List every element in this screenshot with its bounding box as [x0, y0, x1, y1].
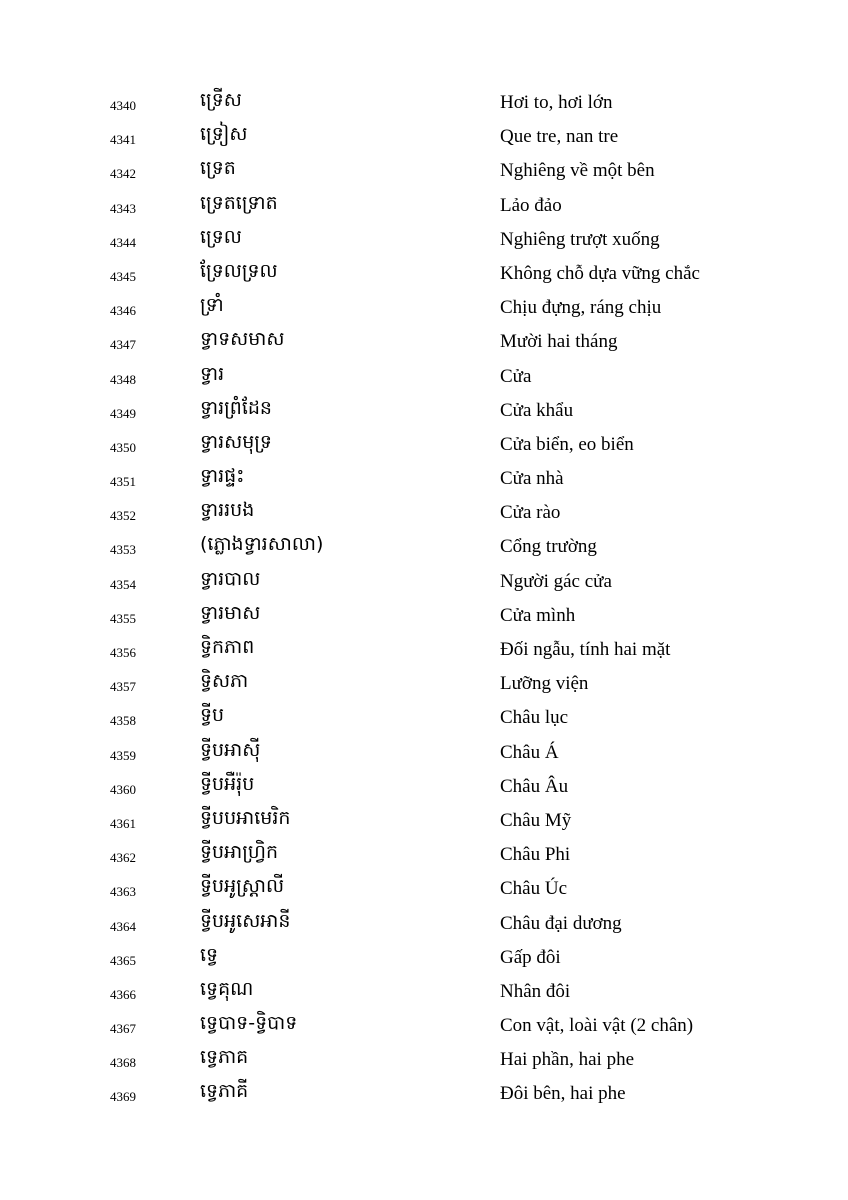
entry-row [0, 120, 848, 154]
khmer-term: ទ្រើស [200, 89, 242, 111]
khmer-term: ទ្វេភាគី [200, 1080, 249, 1103]
entry-number: 4360 [110, 781, 136, 797]
vietnamese-translation: Người gác cửa [500, 570, 612, 592]
entry-row [0, 154, 848, 188]
entry-number: 4355 [110, 610, 136, 626]
entry-number: 4367 [110, 1021, 136, 1037]
vietnamese-translation: Gấp đôi [500, 946, 561, 968]
khmer-term: ទ្រៀស [200, 123, 248, 146]
khmer-term: ទ្វារបាល [200, 567, 261, 590]
entry-number: 4359 [110, 747, 136, 763]
vietnamese-translation: Hai phần, hai phe [500, 1049, 635, 1071]
khmer-term: ទ្រេត [200, 157, 236, 180]
vietnamese-translation: Chịu đựng, ráng chịu [500, 297, 662, 319]
entry-number: 4369 [110, 1089, 136, 1105]
entry-row [0, 907, 848, 941]
entry-number: 4341 [110, 132, 136, 148]
entry-number: 4349 [110, 405, 136, 421]
entry-number: 4356 [110, 645, 136, 660]
khmer-term: ទ្វីប [200, 704, 225, 727]
vietnamese-translation: Cửa khẩu [500, 399, 574, 421]
khmer-term: ទ្វីបអូសេអានី [200, 909, 291, 932]
entry-number: 4340 [110, 98, 136, 113]
vietnamese-translation: Châu Phi [500, 844, 571, 866]
entry-row [0, 736, 848, 770]
khmer-term: ទ្រេល [200, 225, 242, 248]
vietnamese-translation: Đối ngẫu, tính hai mặt [500, 639, 671, 660]
entry-number: 4343 [110, 200, 136, 216]
vietnamese-translation: Châu Mỹ [500, 809, 572, 831]
khmer-term: (ភ្លោងទ្វារសាលា) [200, 533, 324, 556]
entry-row [0, 428, 848, 462]
entry-number: 4347 [110, 337, 136, 353]
entry-row [0, 530, 848, 564]
khmer-term: ទ្វារព្រំដែន [200, 396, 272, 419]
entry-row [0, 394, 848, 428]
khmer-term: ទ្រែលទ្រល [200, 259, 278, 282]
khmer-term: ទ្វារផ្ទះ [200, 465, 245, 488]
entry-number: 4352 [110, 508, 136, 524]
entry-number: 4366 [110, 986, 136, 1002]
vietnamese-translation: Châu Âu [500, 775, 569, 797]
entry-row [0, 325, 848, 359]
vietnamese-translation: Nghiêng trượt xuống [500, 228, 660, 250]
khmer-term: ទ្វីបអាស៊ី [200, 738, 261, 761]
vietnamese-translation: Cửa nhà [500, 468, 564, 490]
vietnamese-translation: Châu lục [500, 707, 569, 729]
entry-row [0, 360, 848, 394]
khmer-term: ទ្វាររបង [200, 499, 255, 522]
khmer-term: ទ្វេ [200, 943, 219, 966]
vietnamese-translation: Châu Úc [500, 878, 568, 900]
vietnamese-translation: Nhân đôi [500, 980, 571, 1002]
entry-number: 4345 [110, 268, 136, 284]
khmer-term: ទ្វិសភា [200, 670, 249, 693]
khmer-term: ទ្វីបអាហ្វ្រិក [200, 841, 279, 864]
vietnamese-translation: Châu Á [500, 741, 559, 763]
entry-row [0, 701, 848, 735]
entry-number: 4358 [110, 713, 136, 729]
entry-row [0, 189, 848, 223]
entry-row [0, 975, 848, 1009]
khmer-term: ទ្វេគុណ [200, 977, 254, 1000]
entry-row [0, 770, 848, 804]
entry-row [0, 462, 848, 496]
khmer-term: ទ្វារសមុទ្រ [200, 430, 272, 453]
vietnamese-translation: Cổng trường [500, 536, 597, 558]
entry-number: 4357 [110, 679, 136, 695]
khmer-term: ទ្វាទសមាស [200, 328, 285, 351]
entry-row [0, 633, 848, 667]
entry-number: 4364 [110, 918, 136, 934]
entry-row [0, 496, 848, 530]
entry-row [0, 257, 848, 291]
entry-row [0, 1043, 848, 1077]
vietnamese-translation: Mười hai tháng [500, 331, 618, 353]
khmer-term: ទ្វីបអឺរ៉ុប [200, 772, 255, 795]
entry-list [0, 86, 848, 1112]
entry-number: 4361 [110, 815, 136, 831]
vietnamese-translation: Không chỗ dựa vững chắc [500, 262, 700, 284]
entry-number: 4368 [110, 1055, 136, 1071]
entry-row [0, 941, 848, 975]
vietnamese-translation: Con vật, loài vật (2 chân) [500, 1015, 694, 1037]
khmer-term: ទ្វារមាស [200, 601, 261, 624]
entry-row [0, 599, 848, 633]
vietnamese-translation: Đôi bên, hai phe [500, 1083, 626, 1105]
entry-row [0, 291, 848, 325]
vietnamese-translation: Lảo đảo [500, 194, 562, 216]
entry-number: 4351 [110, 474, 136, 490]
khmer-term: ទ្វីបបអាមេរិក [200, 806, 291, 829]
khmer-term: ទ្វារ [200, 362, 225, 385]
entry-row [0, 223, 848, 257]
khmer-term: ទ្វេបាទ-ទ្វិបាទ [200, 1012, 298, 1035]
vietnamese-translation: Nghiêng về một bên [500, 160, 655, 182]
khmer-term: ទ្រេតទ្រោត [200, 191, 278, 214]
entry-number: 4344 [110, 234, 136, 250]
entry-number: 4363 [110, 884, 136, 900]
vietnamese-translation: Châu đại dương [500, 912, 622, 934]
khmer-term: ទ្វេភាគ [200, 1046, 249, 1069]
entry-number: 4365 [110, 952, 136, 968]
entry-number: 4342 [110, 166, 136, 182]
entry-row [0, 86, 848, 120]
khmer-term: ទ្រាំ [200, 294, 224, 317]
khmer-term: ទ្វិកភាព [200, 636, 255, 658]
entry-number: 4350 [110, 439, 136, 455]
entry-row [0, 667, 848, 701]
vietnamese-translation: Cửa [500, 365, 532, 387]
entry-row [0, 565, 848, 599]
vietnamese-translation: Hơi to, hơi lớn [500, 92, 613, 113]
entry-number: 4362 [110, 850, 136, 866]
vietnamese-translation: Cửa rào [500, 502, 561, 524]
vietnamese-translation: Que tre, nan tre [500, 126, 619, 148]
entry-number: 4346 [110, 303, 136, 319]
entry-number: 4354 [110, 576, 136, 592]
vietnamese-translation: Lưỡng viện [500, 673, 589, 695]
entry-row [0, 872, 848, 906]
entry-row [0, 1009, 848, 1043]
vietnamese-translation: Cửa mình [500, 604, 576, 626]
entry-number: 4353 [110, 542, 136, 558]
entry-row [0, 804, 848, 838]
khmer-term: ទ្វីបអូស្ត្រាលី [200, 875, 285, 898]
vietnamese-translation: Cửa biển, eo biển [500, 433, 634, 455]
entry-row [0, 1077, 848, 1111]
entry-number: 4348 [110, 371, 136, 387]
entry-row [0, 838, 848, 872]
